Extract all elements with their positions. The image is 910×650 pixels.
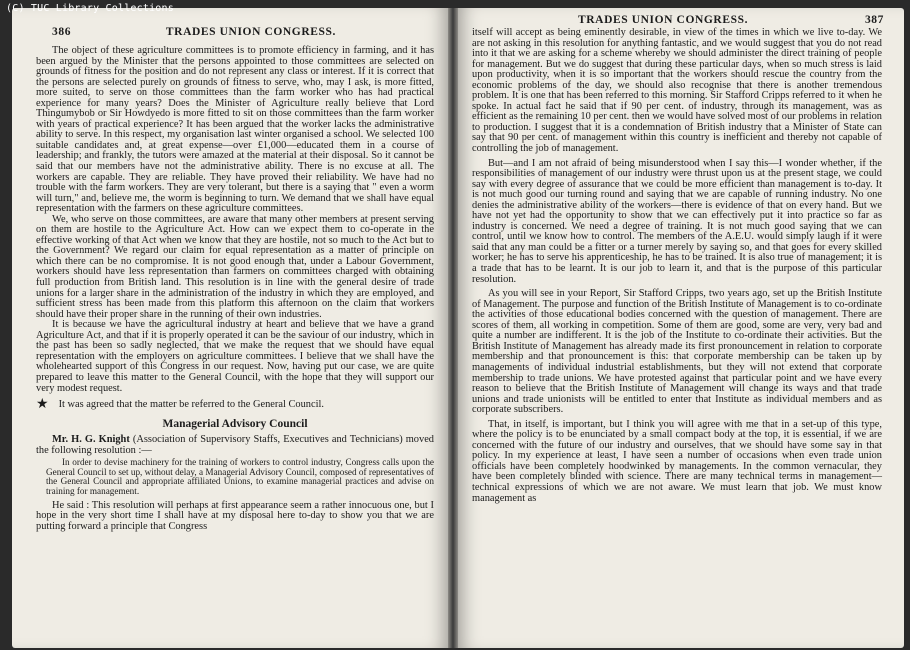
running-head: TRADES UNION CONGRESS. [578,14,749,26]
decision-text: It was agreed that the matter be referred to the General Council. [58,399,324,411]
speaker-paragraph [36,435,434,456]
book-gutter [448,8,458,648]
section-heading: Managerial Advisory Council [162,417,308,430]
left-page [12,8,448,648]
paragraph: He said : This resolution will perhaps at first appearance seem a rather innocuous one, but I hope in the very short time I shall have at my disposal here to-day to show you that we are putting forward a principle that Congress [36,499,434,532]
right-page [458,8,904,648]
left-page-header [52,26,426,38]
left-page-body [36,46,434,532]
right-page-body [472,28,882,504]
running-head: TRADES UNION CONGRESS. [165,26,336,38]
paragraph: We, who serve on those committees, are aware that many other members at present serving on them are hostile to the Agriculture Act. How can we expect them to co-operate in the effective working of that Act when we know that they are hostile, not so much to the Act but to the Government? We regard our claim for equal representation as a matter of principle on which there can be no compromise. It is not good enough that, under a Labour Government, workers should have less representation than farmers on committees charged with obtaining full production from British land. This resolution is in line with the general desire of trade unions for a larger share in the administration of the industry in which they are employed, and sufficient stress has been made from this platform this afternoon on the claim that workers should have their proper share in the running of their own industries. [36,213,434,320]
paragraph: But—and I am not afraid of being misunderstood when I say this—I wonder whether, if the responsibilities of management of our industry were thrust upon us at the present stage, we could say with every degree of assurance that we could be more efficient than management is to-day. It is not much good our turning round and saying that we are capable of running industry. No one denies the administrative ability of the workers—there is evidence of that on every hand. But we have not yet had the opportunity to show that we can effectively put it into practice so far as industry is concerned. We need a degree of training. It is not much good saying that we can control, until we know how to control. The members of the A.E.U. would simply laugh if it were said that any man could be a fitter or a turner merely by saying so, and that goes for every skilled worker; he has to serve his apprenticeship, he has to be trained. It is also true of management; it is a trade that has to be learnt. It is our job to learn it, and that is the purpose of this particular resolution. [472,157,882,285]
speaker-name: Mr. H. G. Knight [52,434,130,446]
paragraph: That, in itself, is important, but I think you will agree with me that in a set-up of this type, where the policy is to be enunciated by a small compact body at the top, it is essential, if we are concerned with the future of our industry and ourselves, that we should have some say in that policy. In my experience at least, I have seen a number of occasions when even trade union officials have been completely hoodwinked by managements. In the common vernacular, they have been completely blinded with science. There are many technical terms in management—technical expressions of which we are not aware. We must learn that job. We must know management as [472,418,882,504]
page-number: 386 [52,26,72,38]
right-page-header [578,14,884,26]
speaker-intro: (Association of Supervisory Staffs, Executives and Technicians) moved the following resolution :— [36,434,435,456]
resolution-text: In order to devise machinery for the training of workers to control industry, Congress calls upon the General Council to set up, without delay, a Managerial Advisory Council, composed of representatives of the General Council and appropriate affiliated Unions, to examine managerial practices and advise on training for management. [46,457,434,497]
decision-line [36,397,434,413]
watermark: (C) TUC Library Collections [6,3,174,14]
page-number: 387 [864,14,884,26]
paragraph: As you will see in your Report, Sir Stafford Cripps, two years ago, set up the British Institute of Management. The purpose and function of the British Institute of Management is to co-ordinate the activities of those educational bodies concerned with the question of management. There are scores of them, all working in competition. Some of them are good, some are very, very bad and quite a number are indifferent. It is the job of the Institute to co-ordinate their activities. But the British Institute of Management has already made its first pronouncement in relation to corporate membership and that pronouncement is this: that corporate membership can be taken up by managements of individual industrial establishments, but they will not extend that corporate membership to trade unions. We have protested against that particular point and we have every reason to believe that the British Institute of Management will change its ways and that trade unions and trade unionists will be entitled to enter that Institute as individual members and as corporate subscribers. [472,288,882,416]
star-icon: ★ [36,397,49,413]
paragraph: itself will accept as being eminently desirable, in view of the times in which we live to-day. We are not asking in this resolution for anything fantastic, and we would suggest that you do not read into it that we are asking for a scheme whereby we should administer the direct training of people for management. But we do suggest that during these particular days, when so much stress is laid upon productivity, when it is so important that the workers should rescue the country from the economic problems of the day, we should also recognise that there is another tremendous problem. It is one that has been referred to this morning. Sir Stafford Cripps referred to it when he spoke. In actual fact he said that if 90 per cent. of industry, through its management, was as efficient as the remaining 10 per cent. then we would have solved most of our problems in relation to production. I suggest that it is a condemnation of British industry that a Minister of State can say that 90 per cent. of management within this country is inefficient and thereby not capable of controlling the job of management. [472,27,882,155]
paragraph: It is because we have the agricultural industry at heart and believe that we have a grand Agriculture Act, and that if it is properly operated it can be the saviour of our industry, which in the past has been so sadly neglected, that we make the request that we should have equal representation with the employers on agriculture committees. I believe that we shall have the wholehearted support of this Congress in our request. Now, having put our case, we are quite prepared to leave this matter to the General Council, with the hope that they will support our very modest request. [36,319,434,394]
paragraph: The object of these agriculture committees is to promote efficiency in farming, and it has been argued by the Minister that the persons appointed to those committees are selected on grounds of fitness for the position and do not represent any class or interest. If it is correct that the persons are selected purely on grounds of fitness to serve, who, may I ask, is more fitted, more suited, to serve on those committees than the farm worker who has had practical experience for many years? Does the Minister of Agriculture really believe that Lord Thingumybob or Sir Howdyedo is more fitted to sit on those committees than the farm worker with years of practical experience? It has been argued that the worker lacks the administrative ability to serve. In this respect, my organisation last winter organised a school. We selected 100 suitable candidates and, at great expense—over £1,000—educated them in a course of leadership; and frankly, the tutors were amazed at the material at their disposal. So it cannot be said that our members have not the administrative ability. There is no excuse at all. The workers are capable. They are reliable. They have proved their reliability. We have had no trouble with the farm workers. They are very tolerant, but there is a saying that " even a worm will turn," and, believe me, the worm is beginning to turn. We demand that we shall have equal representation with the farmers on these agriculture committees. [36,45,434,215]
